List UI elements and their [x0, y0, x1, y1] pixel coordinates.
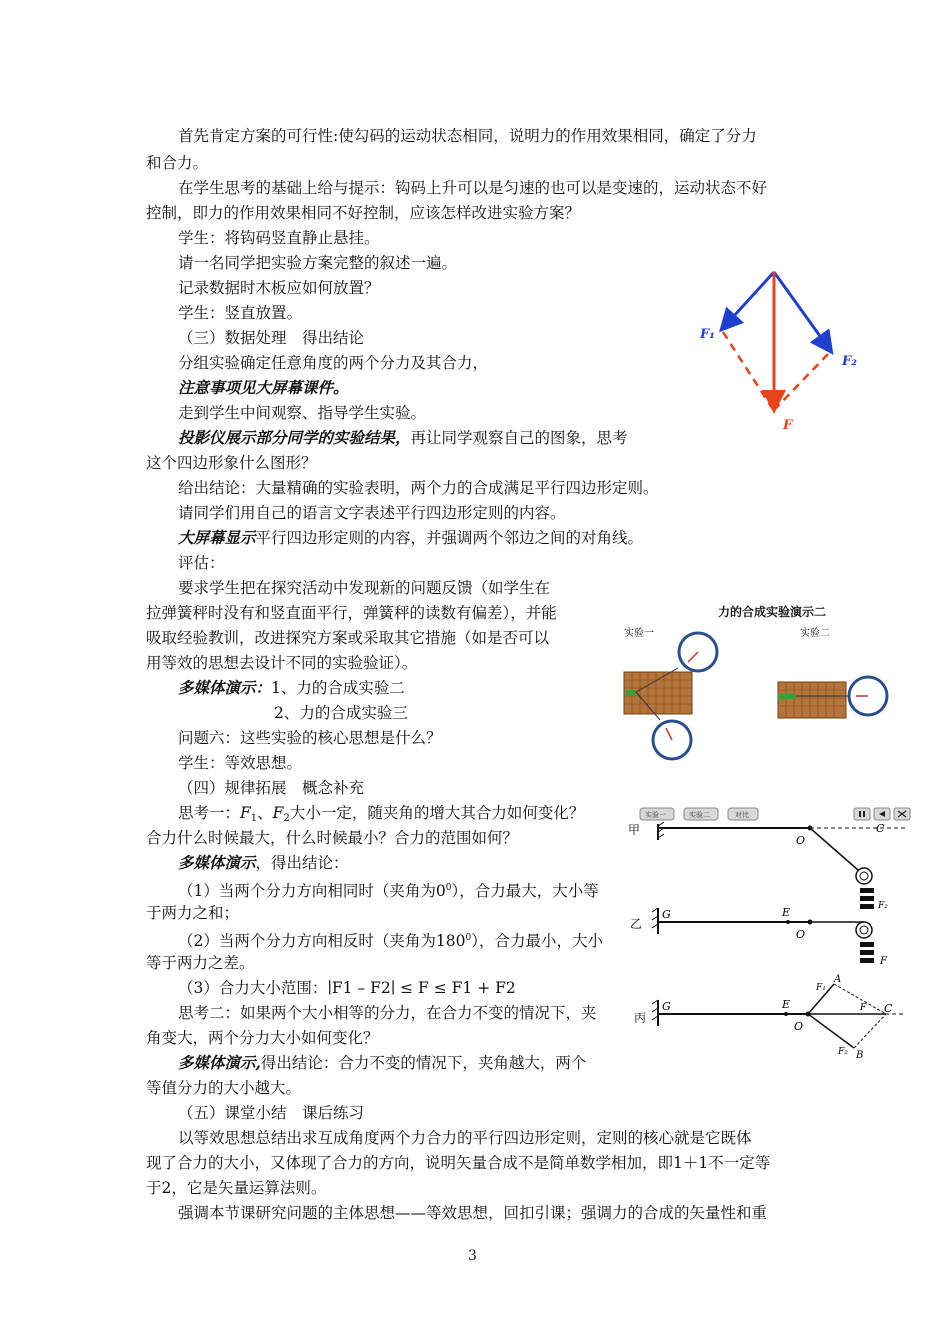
hanging-weights	[860, 888, 874, 909]
spring-scale-dial	[679, 633, 717, 671]
point-label: O	[796, 928, 806, 941]
text-line: 强调本节课研究问题的主体思想——等效思想，回扣引课；强调力的合成的矢量性和重	[178, 1204, 768, 1222]
text-span: 思考一：	[178, 804, 241, 822]
text-line: 等于两力之差。	[146, 954, 255, 972]
text-line: 和合力。	[146, 154, 209, 172]
text-line: 学生：将钩码竖直静止悬挂。	[178, 229, 380, 247]
superscript: 0	[465, 933, 472, 943]
text-span: 1、力的合成实验二	[271, 679, 405, 697]
text-line: 学生：等效思想。	[178, 754, 303, 772]
emphasis-text: 多媒体演示,	[178, 1053, 261, 1072]
text-line: 思考二：如果两个大小相等的分力，在合力不变的情况下，夹	[178, 1004, 597, 1022]
text-line: 请一名同学把实验方案完整的叙述一遍。	[178, 254, 458, 272]
text-line: 控制，即力的作用效果相同不好控制，应该怎样改进实验方案？	[146, 204, 581, 222]
row-label: 乙	[630, 917, 643, 931]
text-line: 记录数据时木板应如何放置？	[178, 279, 380, 297]
text-line: 走到学生中间观察、指导学生实验。	[178, 404, 427, 422]
apparatus-diagram-figure	[626, 804, 921, 1066]
text-span: （1）当两个分力方向相同时（夹角为0	[178, 882, 446, 900]
button-label: 对比	[735, 811, 749, 819]
text-span: 得出结论：合力不变的情况下，夹角越大，两个	[260, 1054, 587, 1072]
text-line: 这个四边形象什么图形？	[146, 454, 317, 472]
section-heading: （四）规律拓展 概念补充	[178, 779, 365, 797]
text-span: ），合力最大，大小等	[451, 882, 599, 900]
text-span: 再让同学观察自己的图象，思考	[410, 429, 628, 447]
text-line: 用等效的思想去设计不同的实验验证）。	[146, 654, 418, 672]
f2-vector	[774, 272, 830, 350]
demo-screenshot-figure	[606, 600, 946, 770]
spring-scale-dial	[653, 721, 691, 759]
row-label: 甲	[628, 823, 641, 837]
button-label: 实验一	[645, 811, 666, 819]
experiment-two-label: 实验二	[800, 628, 830, 639]
text-line	[178, 878, 599, 901]
vector-parallelogram-figure	[690, 262, 870, 437]
demo-title: 力的合成实验演示二	[718, 605, 827, 619]
point-label: G	[662, 908, 671, 921]
text-line: 拉弹簧秤时没有和竖直面平行，弹簧秤的读数有偏差），并能	[146, 604, 557, 622]
text-line: 角变大，两个分力大小如何变化？	[146, 1029, 379, 1047]
text-line: 合力什么时候最大，什么时候最小？合力的范围如何？	[146, 829, 519, 847]
text-line: 学生：竖直放置。	[178, 304, 303, 322]
pause-button[interactable]	[854, 808, 870, 820]
text-line: 请同学们用自己的语言文字表述平行四边形定则的内容。	[178, 504, 566, 522]
force-symbol: F	[240, 804, 251, 822]
text-span: 平行四边形定则的内容，并强调两个邻边之间的对角线。	[255, 529, 644, 547]
point-label: O	[794, 1020, 804, 1033]
dashed-side	[723, 332, 772, 408]
point-label: A	[834, 974, 842, 985]
close-icon[interactable]	[894, 808, 910, 820]
text-line	[178, 428, 628, 448]
text-line: 等值分力的大小越大。	[146, 1079, 302, 1097]
text-line: 在学生思考的基础上给与提示：钩码上升可以是匀速的也可以是变速的，运动状态不好	[178, 179, 768, 197]
force-label: F	[860, 1003, 867, 1013]
page-number: 3	[468, 1248, 477, 1264]
wooden-board	[778, 682, 846, 718]
f-label: F	[783, 418, 793, 433]
emphasis-line: 注意事项见大屏幕课件。	[178, 378, 349, 397]
toolbar-button[interactable]	[684, 808, 718, 820]
superscript: 0	[445, 883, 452, 893]
force-label: F	[880, 956, 887, 967]
dashed-side	[776, 354, 828, 408]
text-line	[178, 853, 349, 873]
point-label: B	[856, 1050, 864, 1061]
force-label: F₁	[816, 983, 826, 993]
subscript: 1	[250, 813, 258, 824]
text-line: 2、力的合成实验三	[274, 704, 408, 722]
back-icon[interactable]	[874, 808, 890, 820]
point-label: E	[782, 906, 791, 919]
text-span: 、	[257, 804, 273, 822]
text-span: 大小一定，随夹角的增大其合力如何变化？	[289, 804, 585, 822]
experiment-one-label: 实验一	[624, 628, 654, 639]
formula-line: （3）合力大小范围：∣F1 – F2∣ ≤ F ≤ F1 + F2	[178, 979, 516, 997]
text-line: 吸取经验教训，改进探究方案或采取其它措施（如是否可以	[146, 629, 550, 647]
text-span: ，得出结论：	[255, 854, 349, 872]
text-line: 评估：	[178, 554, 225, 572]
point-label: O	[796, 834, 806, 847]
text-line: 首先肯定方案的可行性:使勾码的运动状态相同，说明力的作用效果相同，确定了分力	[178, 127, 757, 145]
text-line: 要求学生把在探究活动中发现新的问题反馈（如学生在	[178, 579, 551, 597]
emphasis-text: 多媒体演示	[178, 853, 256, 872]
text-line	[178, 1053, 586, 1073]
text-span: ），合力最小，大小	[471, 932, 603, 950]
text-line	[178, 928, 603, 951]
f1-vector	[723, 272, 774, 328]
subscript: 2	[283, 813, 290, 824]
text-line	[178, 678, 405, 698]
point-label: C	[884, 1002, 893, 1015]
button-label: 实验二	[689, 811, 710, 819]
text-line: 分组实验确定任意角度的两个分力及其合力，	[178, 354, 489, 372]
text-line: 给出结论：大量精确的实验表明，两个力的合成满足平行四边形定则。	[178, 479, 659, 497]
text-line	[178, 803, 584, 829]
emphasis-text: 投影仪展示部分同学的实验结果，	[178, 428, 411, 447]
point-label: C	[876, 822, 885, 835]
row-label: 丙	[634, 1011, 647, 1025]
toolbar-button[interactable]	[640, 808, 674, 820]
section-heading: （五）课堂小结 课后练习	[178, 1104, 365, 1122]
text-line: 现了合力的大小，又体现了合力的方向，说明矢量合成不是简单数学相加，即1＋1不一定等	[146, 1154, 771, 1172]
text-line: 于2，它是矢量运算法则。	[146, 1179, 327, 1197]
text-line	[178, 528, 643, 548]
force-label: F₂	[878, 901, 888, 911]
point-label: G	[662, 1000, 671, 1013]
emphasis-text: 多媒体演示：	[178, 678, 272, 697]
force-symbol: F	[272, 804, 284, 822]
f1-label: F₁	[700, 327, 715, 342]
section-heading: （三）数据处理 得出结论	[178, 329, 365, 347]
hanging-weights	[860, 942, 874, 963]
text-line: 以等效思想总结出求互成角度两个力合力的平行四边形定则，定则的核心就是它既体	[178, 1129, 752, 1147]
text-line: 于两力之和；	[146, 904, 240, 922]
spring-scale-dial	[849, 677, 887, 715]
point-label: E	[782, 998, 791, 1011]
force-label: F₂	[838, 1047, 848, 1057]
text-line: 问题六：这些实验的核心思想是什么？	[178, 729, 442, 747]
toolbar-button[interactable]	[728, 808, 758, 820]
emphasis-text: 大屏幕显示	[178, 528, 256, 547]
text-span: （2）当两个分力方向相反时（夹角为180	[178, 932, 466, 950]
f2-label: F₂	[842, 354, 857, 369]
